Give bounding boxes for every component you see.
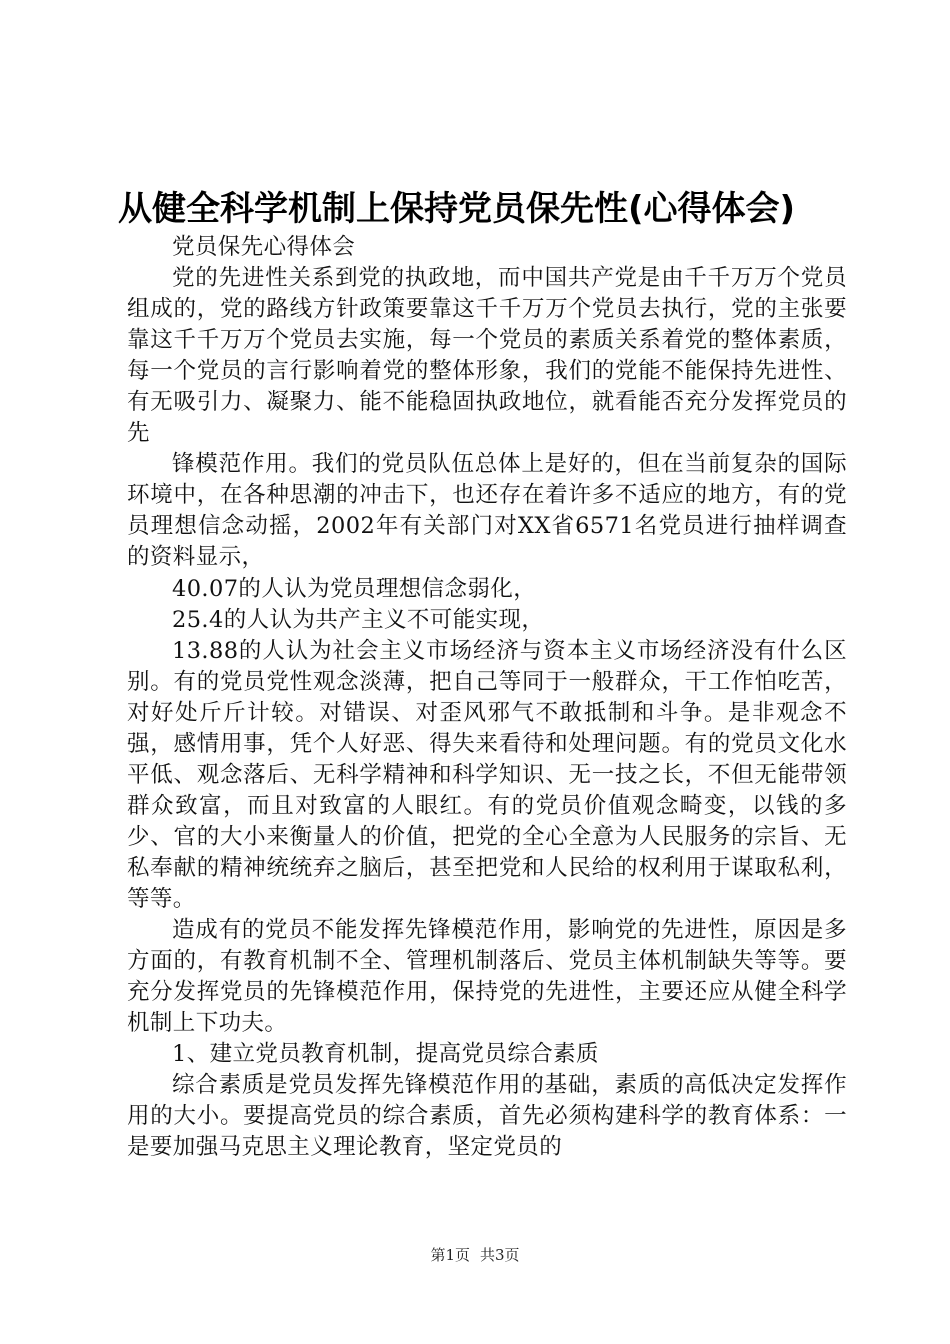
- section-heading: 1、建立党员教育机制，提高党员综合素质: [172, 1041, 599, 1068]
- page-number-current: 第1页: [430, 1246, 470, 1264]
- paragraph: 40.07的人认为党员理想信念弱化，: [172, 575, 537, 602]
- page-number-total: 共3页: [480, 1246, 520, 1264]
- paragraph: 党的先进性关系到党的执政地，而中国共产党是由千千万万个党员组成的，党的路线方针政策要靠这千千万万个党员去执行，党的主张要靠这千千万万个党员去实施，每一个党员的素质关系着党的整体素质，每一个党员的言行影响着党的整体形象，我们的党能不能保持先进性、有无吸引力、凝聚力、能不能稳固执政地位，就看能否充分发挥党员的先: [127, 265, 847, 447]
- paragraph: 造成有的党员不能发挥先锋模范作用，影响党的先进性，原因是多方面的，有教育机制不全、管理机制落后、党员主体机制缺失等等。要充分发挥党员的先锋模范作用，保持党的先进性，主要还应从健全科学机制上下功夫。: [127, 917, 847, 1037]
- page-footer: [0, 1245, 950, 1265]
- document-title: 从健全科学机制上保持党员保先性(心得体会): [118, 189, 796, 229]
- document-body: [127, 232, 847, 1163]
- paragraph-subtitle: 党员保先心得体会: [172, 234, 356, 260]
- paragraph: 锋模范作用。我们的党员队伍总体上是好的，但在当前复杂的国际环境中，在各种思潮的冲击下，也还存在着许多不适应的地方，有的党员理想信念动摇，2002年有关部门对XX省6571名党员进行抽样调查的资料显示，: [127, 451, 847, 571]
- paragraph: 综合素质是党员发挥先锋模范作用的基础，素质的高低决定发挥作用的大小。要提高党员的综合素质，首先必须构建科学的教育体系：一是要加强马克思主义理论教育，坚定党员的: [127, 1072, 847, 1161]
- paragraph: 13.88的人认为社会主义市场经济与资本主义市场经济没有什么区别。有的党员党性观念淡薄，把自己等同于一般群众，干工作怕吃苦，对好处斤斤计较。对错误、对歪风邪气不敢抵制和斗争。是非观念不强，感情用事，凭个人好恶、得失来看待和处理问题。有的党员文化水平低、观念落后、无科学精神和科学知识、无一技之长，不但无能带领群众致富，而且对致富的人眼红。有的党员价值观念畸变，以钱的多少、官的大小来衡量人的价值，把党的全心全意为人民服务的宗旨、无私奉献的精神统统弃之脑后，甚至把党和人民给的权利用于谋取私利，等等。: [127, 637, 847, 912]
- paragraph: 25.4的人认为共产主义不可能实现，: [172, 606, 545, 633]
